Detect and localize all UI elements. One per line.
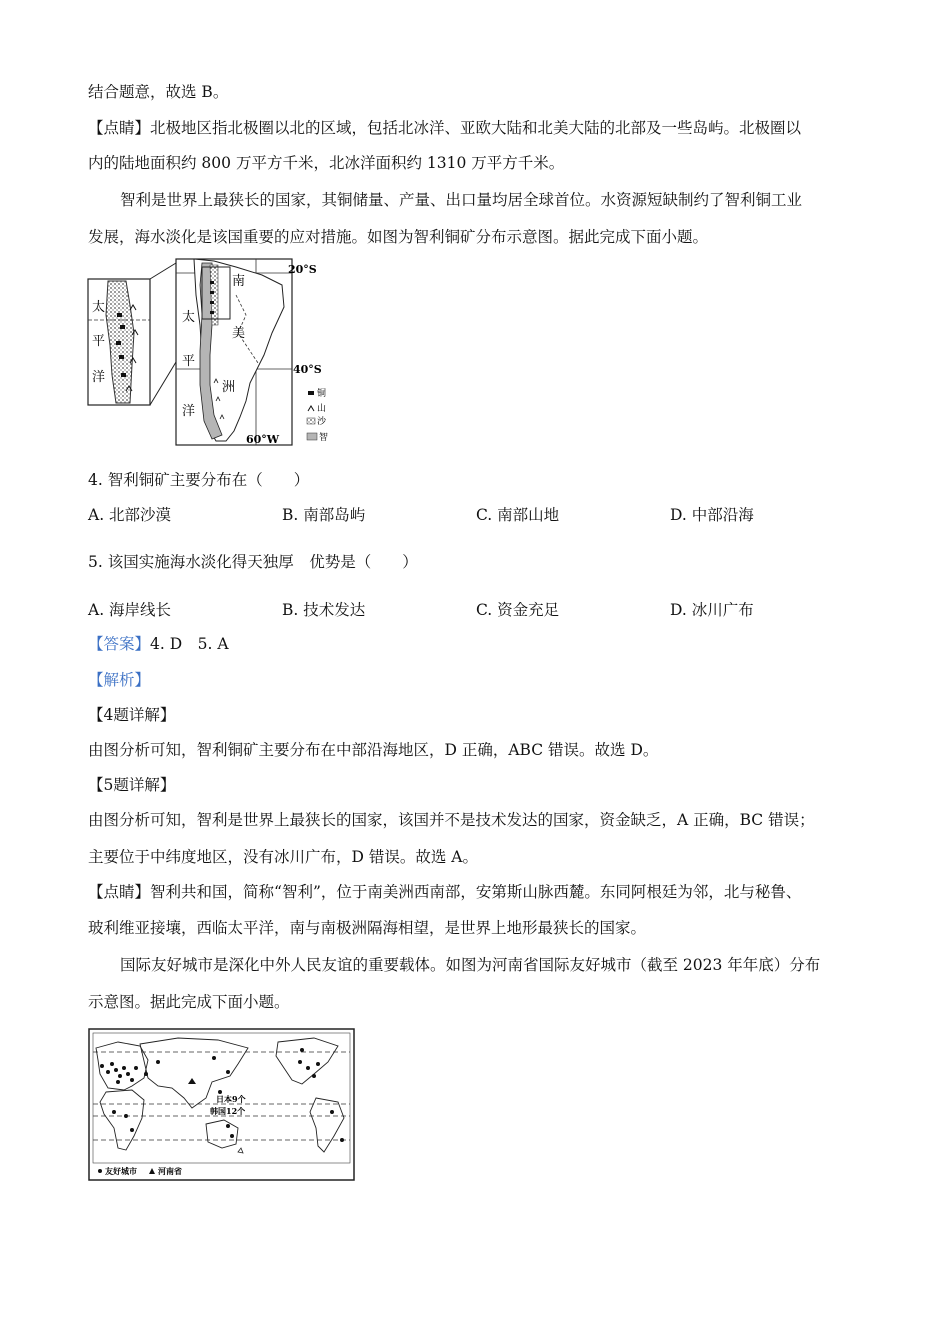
svg-text:美: 美 — [232, 326, 246, 341]
question-4-option-d[interactable]: D. 中部沿海 — [670, 506, 754, 524]
question-4-option-b[interactable]: B. 南部岛屿 — [282, 506, 366, 524]
japan-label: 日本9个 — [216, 1094, 246, 1104]
detail-5-line-1: 由图分析可知，智利是世界上最狭长的国家，该国并不是技术发达的国家，资金缺乏，A 正确，BC 错误； — [88, 811, 815, 829]
detail-4-title: 【4题详解】 — [88, 706, 176, 724]
svg-text:洋: 洋 — [182, 404, 196, 419]
intro-henan-line-2: 示意图。据此完成下面小题。 — [88, 993, 290, 1011]
dianjing-tag-2: 【点睛】 — [88, 883, 151, 901]
svg-text:智: 智 — [319, 433, 329, 443]
question-5-option-a[interactable]: A. 海岸线长 — [88, 601, 172, 619]
svg-text:平: 平 — [182, 354, 196, 369]
analysis-tag: 【解析】 — [88, 671, 151, 689]
intro-chile-line-1: 智利是世界上最狭长的国家，其铜储量、产量、出口量均居全球首位。水资源短缺制约了智利铜工业 — [120, 191, 803, 209]
dianjing-paragraph-1-line-1: 【点睛】北极地区指北极圈以北的区域，包括北冰洋、亚欧大陆和北美大陆的北部及一些岛屿。北极圈以 — [88, 119, 802, 137]
svg-text:南: 南 — [232, 274, 246, 289]
dianjing-paragraph-2-line-2: 玻利维亚接壤，西临太平洋，南与南极洲隔海相望，是世界上地形最狭长的国家。 — [88, 919, 647, 937]
question-5-option-b[interactable]: B. 技术发达 — [282, 601, 366, 619]
svg-text:洋: 洋 — [92, 370, 106, 385]
intro-henan-line-1: 国际友好城市是深化中外人民友谊的重要载体。如图为河南省国际友好城市（截至 2023 年年底）分布 — [120, 956, 821, 974]
intro-chile-line-2: 发展，海水淡化是该国重要的应对措施。如图为智利铜矿分布示意图。据此完成下面小题。 — [88, 228, 709, 246]
map1-legend — [307, 387, 328, 443]
dianjing-paragraph-1-line-2: 内的陆地面积约 800 万平方千米，北冰洋面积约 1310 万平方千米。 — [88, 154, 565, 172]
chile-copper-map — [86, 255, 348, 454]
lon-60w-label: 60°W — [246, 433, 280, 446]
legend-friendly-city: 友好城市 — [105, 1166, 137, 1176]
detail-5-title: 【5题详解】 — [88, 776, 176, 794]
lat-20s-label: 20°S — [288, 263, 317, 276]
answer-text: 4. D 5. A — [150, 635, 229, 653]
svg-text:山: 山 — [317, 404, 327, 414]
legend-henan: 河南省 — [158, 1166, 182, 1176]
dianjing-tag: 【点睛】 — [88, 119, 151, 137]
text-conclusion: 结合题意，故选 B。 — [88, 83, 229, 101]
question-4-stem: 4. 智利铜矿主要分布在（ ） — [88, 471, 310, 489]
answer-line — [88, 634, 229, 654]
question-5-option-c[interactable]: C. 资金充足 — [476, 601, 560, 619]
question-5-stem: 5. 该国实施海水淡化得天独厚 优势是（ ） — [88, 553, 418, 571]
svg-text:沙: 沙 — [317, 417, 327, 427]
question-5-option-d[interactable]: D. 冰川广布 — [670, 601, 754, 619]
question-4-option-c[interactable]: C. 南部山地 — [476, 506, 560, 524]
lat-40s-label: 40°S — [293, 363, 322, 376]
svg-text:太: 太 — [182, 310, 196, 325]
dianjing-paragraph-2-line-1: 【点睛】智利共和国，简称“智利”，位于南美洲西南部，安第斯山脉西麓。东同阿根廷为邻，北与秘鲁、 — [88, 883, 802, 901]
detail-5-line-2: 主要位于中纬度地区，没有冰川广布，D 错误。故选 A。 — [88, 848, 478, 866]
svg-text:洲: 洲 — [222, 380, 236, 395]
svg-text:太: 太 — [92, 300, 106, 315]
svg-text:平: 平 — [92, 334, 106, 349]
svg-text:铜: 铜 — [317, 389, 327, 399]
henan-sister-cities-map — [88, 1028, 356, 1186]
detail-4-text: 由图分析可知，智利铜矿主要分布在中部沿海地区，D 正确，ABC 错误。故选 D。 — [88, 741, 659, 759]
korea-label: 韩国12个 — [210, 1106, 246, 1116]
question-4-option-a[interactable]: A. 北部沙漠 — [88, 506, 172, 524]
answer-tag: 【答案】 — [88, 635, 151, 653]
